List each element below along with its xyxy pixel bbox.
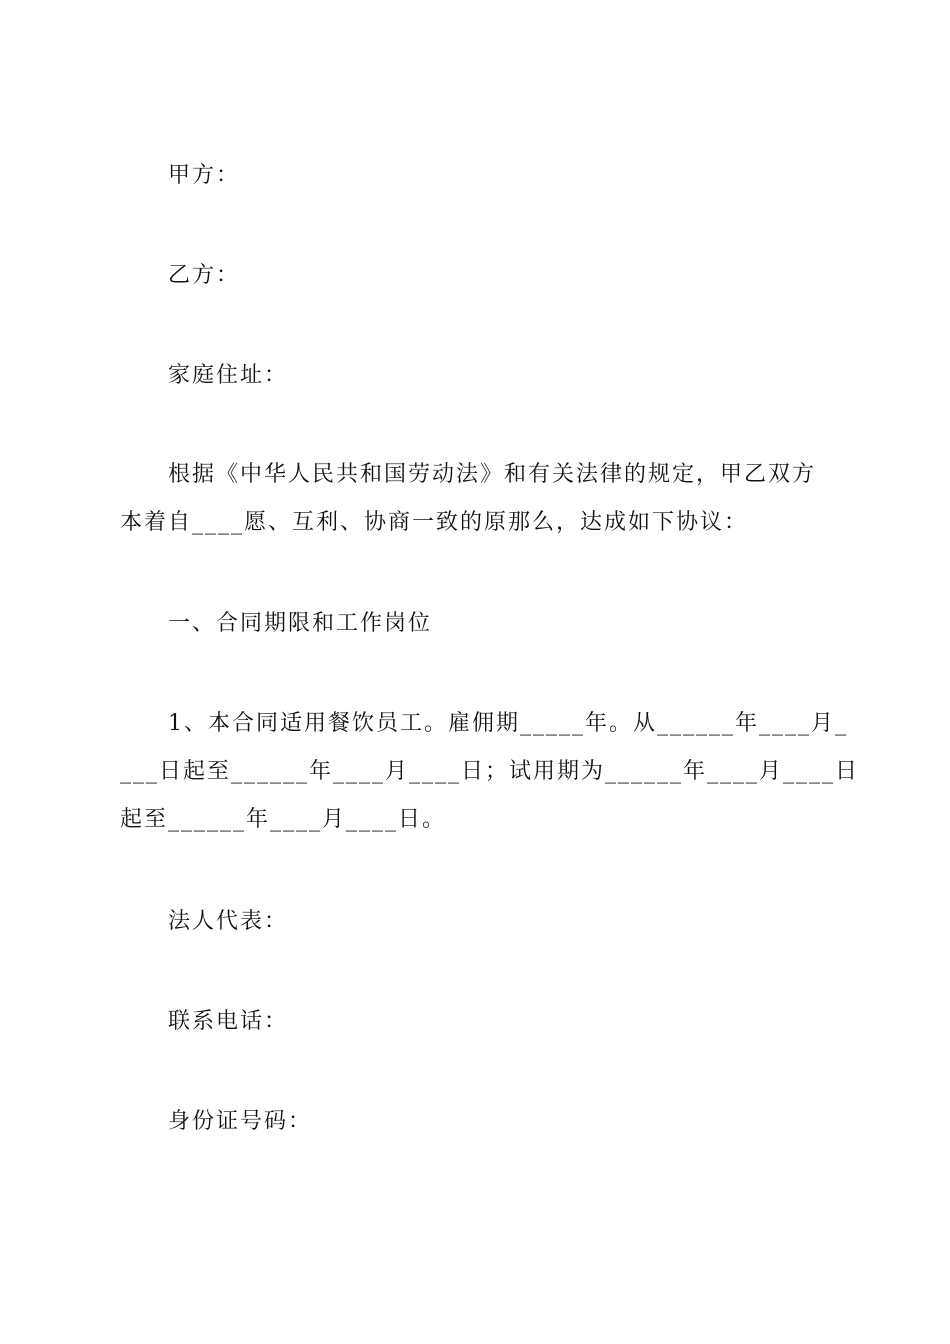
preamble-paragraph xyxy=(120,451,832,547)
clause-1-line-2: ___日起至______年____月____日；试用期为______年____月____日 xyxy=(120,759,860,784)
legal-representative-label: 法人代表： xyxy=(168,909,289,934)
home-address-label: 家庭住址： xyxy=(168,363,289,388)
section-1-title: 一、合同期限和工作岗位 xyxy=(168,611,433,636)
preamble-line-2: 本着自____愿、互利、协商一致的原那么，达成如下协议： xyxy=(120,510,749,535)
clause-1-line-3: 起至______年____月____日。 xyxy=(120,807,447,832)
clause-1-line-1: 1、本合同适用餐饮员工。雇佣期_____年。从______年____月_ xyxy=(168,711,848,736)
party-b-label: 乙方： xyxy=(168,263,241,288)
id-number-label: 身份证号码： xyxy=(168,1109,313,1134)
party-a-label: 甲方： xyxy=(168,163,241,188)
preamble-line-1: 根据《中华人民共和国劳动法》和有关法律的规定，甲乙双方 xyxy=(168,462,817,487)
clause-1-paragraph xyxy=(120,700,860,844)
contact-phone-label: 联系电话： xyxy=(168,1009,289,1034)
